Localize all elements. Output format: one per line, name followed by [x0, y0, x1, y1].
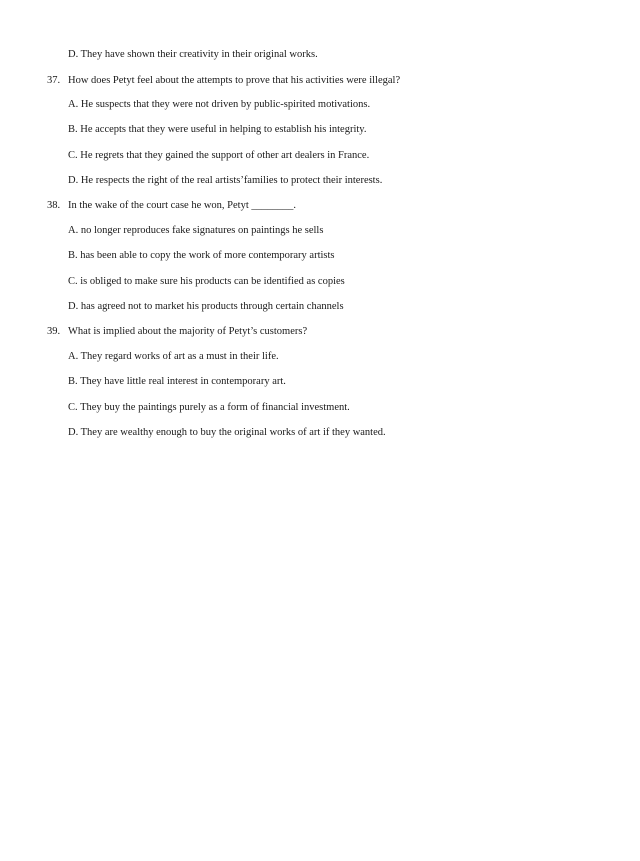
question-39 [47, 326, 307, 338]
question-number: 37. [47, 75, 61, 86]
question-stem: What is implied about the majority of Petyt’s customers? [68, 326, 308, 337]
question-38 [47, 200, 296, 212]
question-38-option-b: B. has been able to copy the work of more contemporary artists [68, 250, 335, 261]
question-38-option-a: A. no longer reproduces fake signatures on paintings he sells [68, 225, 324, 236]
question-37-option-d: D. He respects the right of the real artists’families to protect their interests. [68, 175, 383, 186]
question-number: 38. [47, 200, 61, 211]
question-39-option-c: C. They buy the paintings purely as a form of financial investment. [68, 402, 350, 413]
question-37 [47, 75, 400, 87]
question-number: 39. [47, 326, 61, 337]
question-39-option-b: B. They have little real interest in contemporary art. [68, 376, 286, 387]
question-37-option-b: B. He accepts that they were useful in helping to establish his integrity. [68, 124, 367, 135]
question-39-option-d: D. They are wealthy enough to buy the original works of art if they wanted. [68, 427, 386, 438]
question-stem: In the wake of the court case he won, Petyt ________. [68, 200, 297, 211]
question-37-option-a: A. He suspects that they were not driven by public-spirited motivations. [68, 99, 371, 110]
prev-question-option-d: D. They have shown their creativity in their original works. [68, 49, 318, 60]
question-38-option-d: D. has agreed not to market his products through certain channels [68, 301, 344, 312]
question-38-option-c: C. is obliged to make sure his products can be identified as copies [68, 276, 345, 287]
question-stem: How does Petyt feel about the attempts to prove that his activities were illegal? [68, 75, 401, 86]
question-39-option-a: A. They regard works of art as a must in their life. [68, 351, 279, 362]
question-37-option-c: C. He regrets that they gained the support of other art dealers in France. [68, 150, 370, 161]
